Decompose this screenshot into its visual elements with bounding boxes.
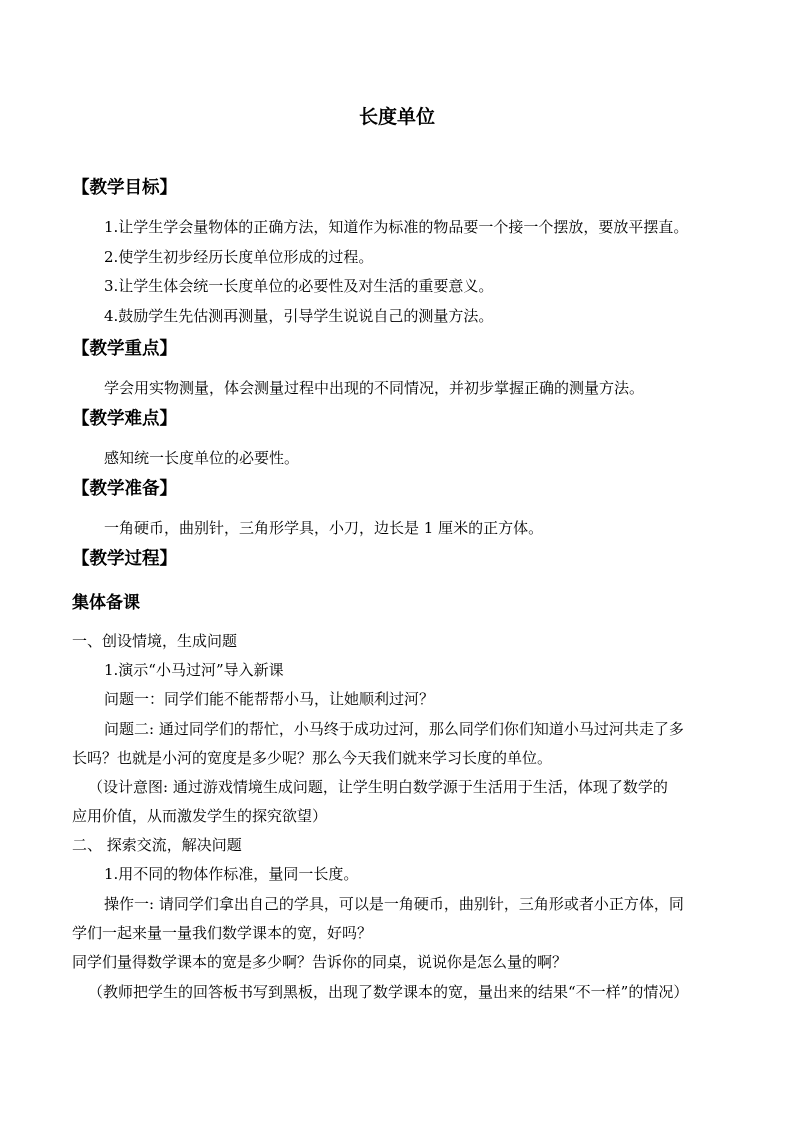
objective-item-2: 2.使学生初步经历长度单位形成的过程。 <box>104 248 374 266</box>
preparation-text: 一角硬币，曲别针，三角形学具，小刀，边长是 1 厘米的正方体。 <box>104 519 544 537</box>
process-line-4: 问题二: 通过同学们的帮忙，小马终于成功过河，那么同学们你们知道小马过河共走了多 <box>104 720 684 738</box>
process-line-13: （教师把学生的回答板书写到黑板，出现了数学课本的宽，量出来的结果“不一样”的情况） <box>88 983 689 1001</box>
difficulties-heading: 【教学难点】 <box>72 409 177 429</box>
objective-item-4: 4.鼓励学生先估测再测量，引导学生说说自己的测量方法。 <box>104 307 494 325</box>
objectives-heading: 【教学目标】 <box>72 178 177 198</box>
objective-item-1: 1.让学生学会量物体的正确方法，知道作为标准的物品要一个接一个摆放，要放平摆直。 <box>104 218 689 236</box>
process-subheading: 集体备课 <box>72 593 140 613</box>
difficulties-text: 感知统一长度单位的必要性。 <box>104 449 300 467</box>
objective-item-3: 3.让学生体会统一长度单位的必要性及对生活的重要意义。 <box>104 277 494 295</box>
key-points-text: 学会用实物测量，体会测量过程中出现的不同情况，并初步掌握正确的测量方法。 <box>104 379 645 397</box>
process-line-2: 1.演示“小马过河”导入新课 <box>104 661 284 679</box>
process-line-7: 应用价值，从而激发学生的探究欲望） <box>72 807 328 825</box>
process-line-12: 同学们量得数学课本的宽是多少啊？告诉你的同桌，说说你是怎么量的啊？ <box>72 953 568 971</box>
preparation-heading: 【教学准备】 <box>72 479 177 499</box>
process-line-5: 长吗？也就是小河的宽度是多少呢？那么今天我们就来学习长度的单位。 <box>72 749 553 767</box>
process-line-6: （设计意图: 通过游戏情境生成问题，让学生明白数学源于生活用于生活，体现了数学的 <box>88 778 668 796</box>
process-line-10: 操作一: 请同学们拿出自己的学具，可以是一角硬币，曲别针，三角形或者小正方体，同 <box>104 895 684 913</box>
process-line-8: 二、 探索交流，解决问题 <box>72 836 242 854</box>
process-line-3: 问题一：同学们能不能帮帮小马，让她顺利过河？ <box>104 690 435 708</box>
process-line-1: 一、创设情境，生成问题 <box>72 632 238 650</box>
process-heading: 【教学过程】 <box>72 549 177 569</box>
process-line-9: 1.用不同的物体作标准，量同一长度。 <box>104 865 359 883</box>
document-title: 长度单位 <box>358 106 435 128</box>
key-points-heading: 【教学重点】 <box>72 339 177 359</box>
process-line-11: 学们一起来量一量我们数学课本的宽，好吗？ <box>72 924 373 942</box>
